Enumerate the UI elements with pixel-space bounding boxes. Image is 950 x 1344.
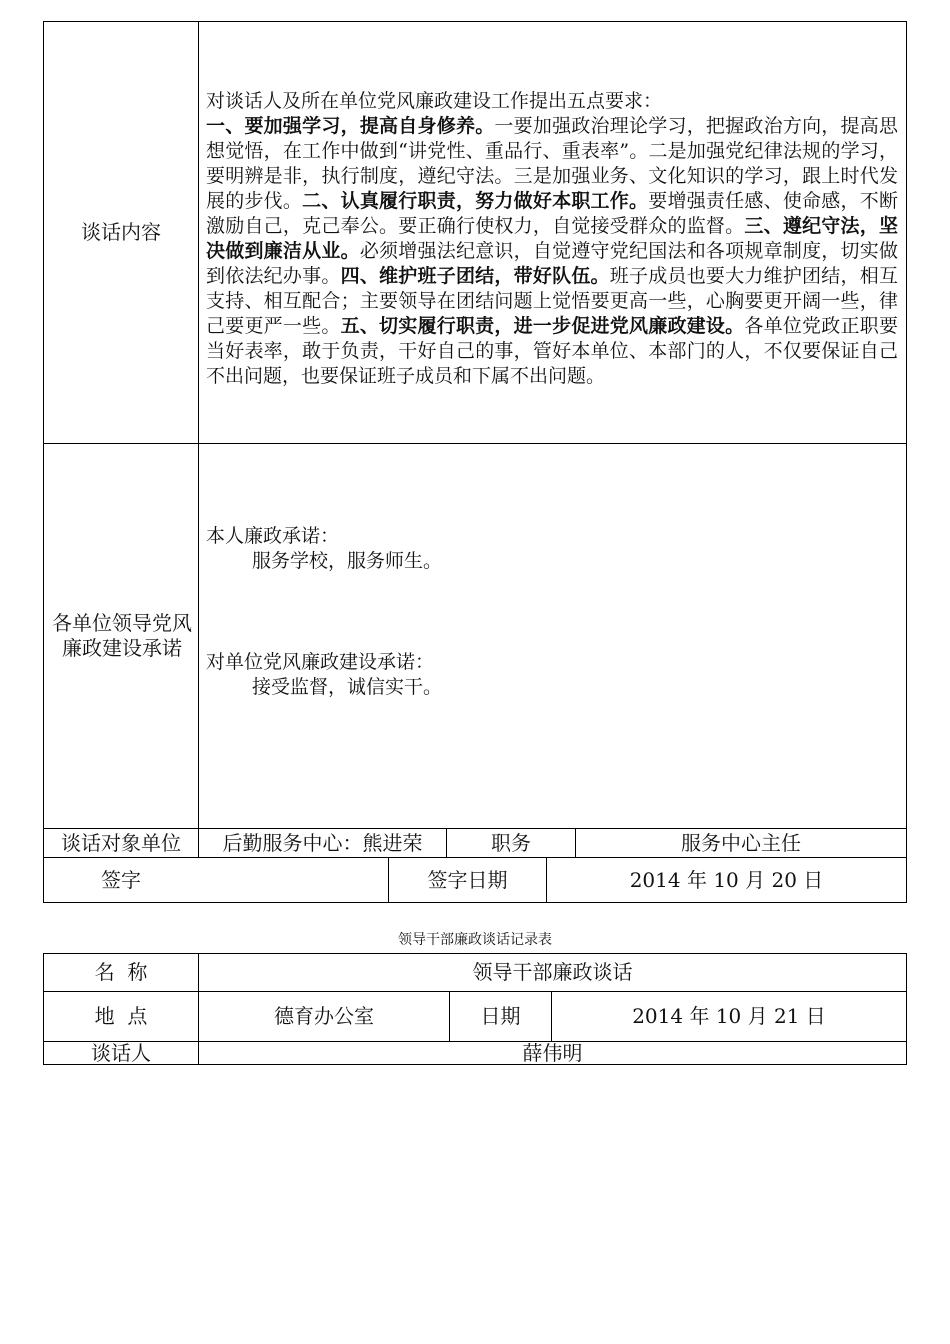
content-label xyxy=(44,22,198,443)
unit-promise-text: 接受监督，诚信实干。 xyxy=(252,676,443,698)
requirement-1-heading: 一、要加强学习，提高自身修养。 xyxy=(206,115,495,137)
date-value-text: 2014 年 10 月 21 日 xyxy=(632,1004,826,1028)
sign-date-value xyxy=(547,858,906,902)
sign-date-label xyxy=(389,858,546,902)
target-unit-label-text: 谈话对象单位 xyxy=(61,830,181,855)
target-unit-value xyxy=(199,828,446,858)
sign-date-label-text: 签字日期 xyxy=(427,867,508,892)
speaker-value-text: 薛伟明 xyxy=(522,1040,583,1065)
place-label-text: 地 点 xyxy=(94,1004,148,1028)
name-value-text: 领导干部廉政谈话 xyxy=(472,960,633,984)
position-value-text: 服务中心主任 xyxy=(681,830,801,855)
requirement-2-heading: 二、认真履行职责，努力做好本职工作。 xyxy=(302,190,649,212)
sign-label xyxy=(44,858,198,902)
table-caption: 领导干部廉政谈话记录表 xyxy=(398,932,552,948)
sign-field[interactable] xyxy=(199,858,388,902)
target-unit-label xyxy=(44,828,198,858)
personal-promise-text: 服务学校，服务师生。 xyxy=(252,550,443,572)
requirement-4-text: 班子成员也要大力维护团结，相互支持、相互配合；主要领导在团结问题上觉悟要更高一些，心胸要更开阔一些，律己要更严一些。 xyxy=(206,265,898,337)
position-label xyxy=(447,828,575,858)
speaker-label xyxy=(44,1042,198,1064)
date-value xyxy=(552,992,906,1041)
personal-promise xyxy=(206,524,806,574)
sign-label-text: 签字 xyxy=(101,867,141,892)
place-value-text: 德育办公室 xyxy=(274,1004,374,1028)
name-label xyxy=(44,954,198,991)
requirement-3-text: 必须增强法纪意识，自觉遵守党纪国法和各项规章制度，切实做到依法纪办事。 xyxy=(206,240,898,287)
unit-promise xyxy=(206,650,806,700)
sign-date-value-text: 2014 年 10 月 20 日 xyxy=(629,867,824,892)
requirement-3-heading: 三、遵纪守法，坚决做到廉洁从业。 xyxy=(206,215,898,262)
requirement-2-text: 要增强责任感、使命感，不断激励自己，克己奉公。要正确行使权力，自觉接受群众的监督。 xyxy=(206,190,898,237)
position-value xyxy=(576,828,906,858)
content-label-text: 谈话内容 xyxy=(81,220,161,244)
content-body xyxy=(206,89,898,389)
speaker-value xyxy=(199,1042,906,1064)
date-label xyxy=(450,992,551,1041)
date-label-text: 日期 xyxy=(480,1004,521,1028)
position-label-text: 职务 xyxy=(491,830,531,855)
target-unit-value-text: 后勤服务中心：熊进荣 xyxy=(222,830,423,855)
promise-label-text: 各单位领导党风廉政建设承诺 xyxy=(52,610,192,660)
content-paragraph xyxy=(206,114,898,389)
speaker-label-text: 谈话人 xyxy=(91,1040,151,1065)
requirement-5-text: 各单位党政正职要当好表率，敢于负责，干好自己的事，管好本单位、本部门的人，不仅要保证自己不出问题，也要保证班子成员和下属不出问题。 xyxy=(206,315,898,387)
requirement-4-heading: 四、维护班子团结，带好队伍。 xyxy=(340,265,610,287)
personal-promise-heading: 本人廉政承诺： xyxy=(206,525,340,547)
name-value xyxy=(199,954,906,991)
promise-label xyxy=(52,443,192,828)
requirement-1-text: 一要加强政治理论学习，把握政治方向，提高思想觉悟，在工作中做到“讲党性、重品行、重表率”。二是加强党纪律法规的学习，要明辨是非，执行制度，遵纪守法。三是加强业务、文化知识的学习，跟上时代发展的步伐。 xyxy=(206,115,898,212)
place-label xyxy=(44,992,198,1041)
unit-promise-heading: 对单位党风廉政建设承诺： xyxy=(206,651,435,673)
name-label-text: 名 称 xyxy=(94,960,148,984)
requirement-5-heading: 五、切实履行职责，进一步促进党风廉政建设。 xyxy=(340,315,745,337)
place-value xyxy=(199,992,449,1041)
content-intro: 对谈话人及所在单位党风廉政建设工作提出五点要求： xyxy=(206,90,663,112)
record-table xyxy=(43,953,907,1065)
